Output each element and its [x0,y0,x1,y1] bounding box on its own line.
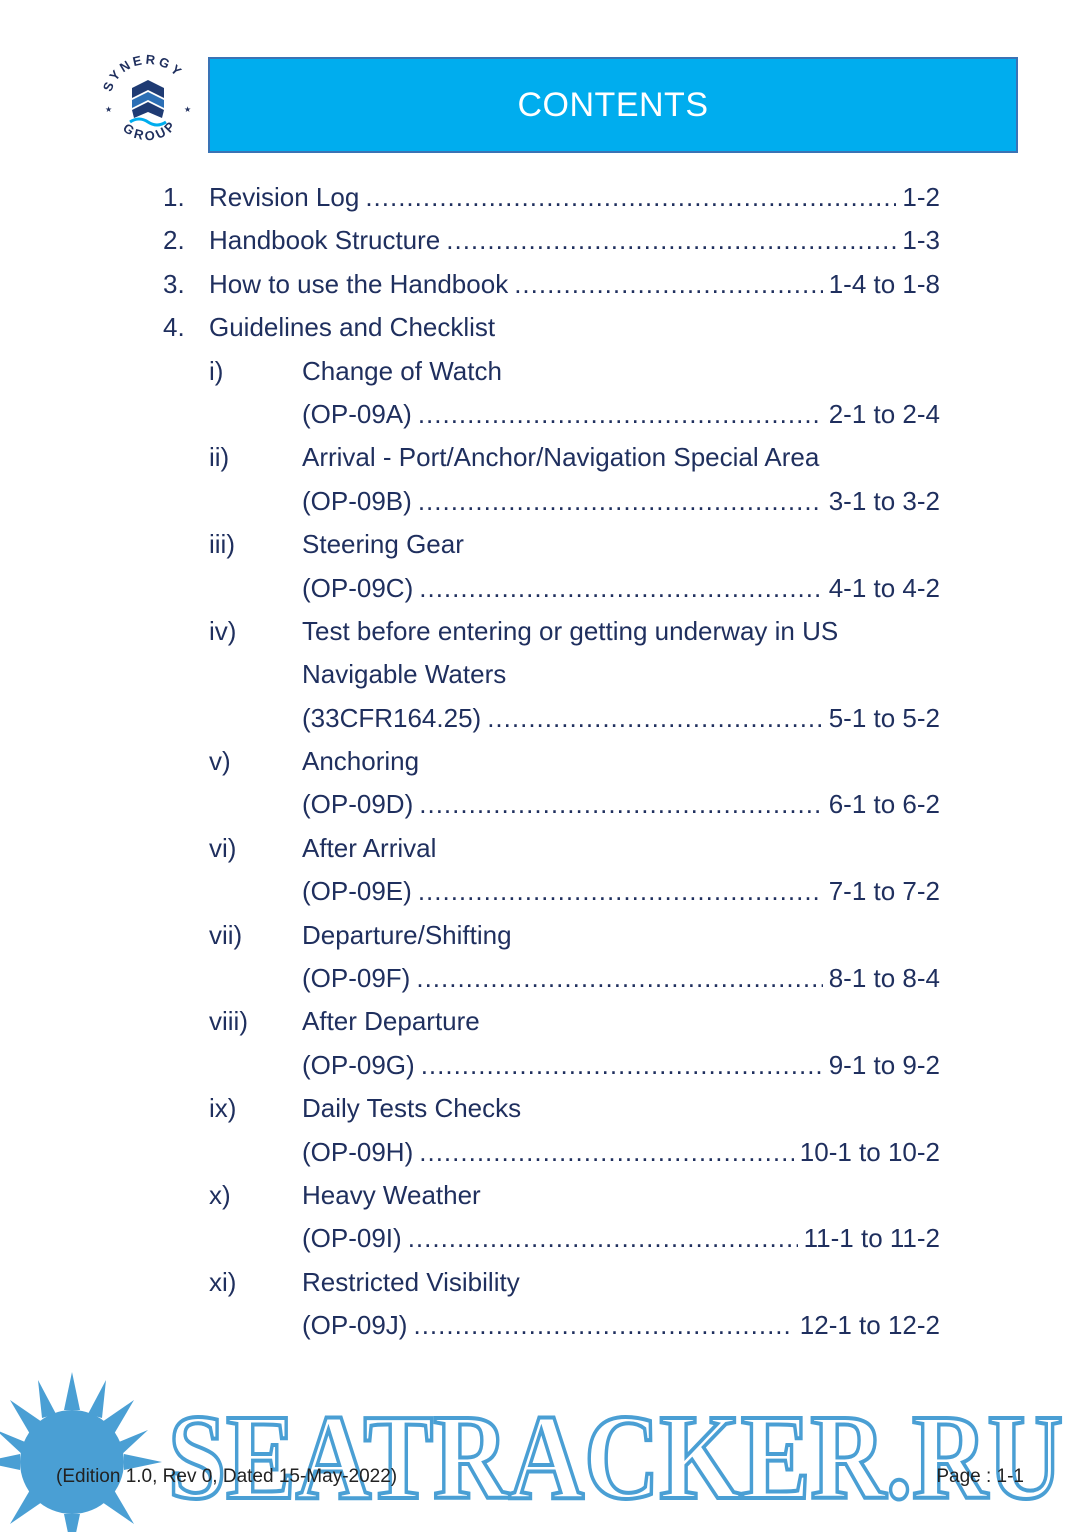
toc-subentry[interactable] [0,610,1080,653]
toc-number: v) [209,746,231,777]
toc-title: Daily Tests Checks [302,1093,522,1124]
synergy-group-logo [96,50,200,160]
toc-page: 7-1 to 7-2 [828,876,940,907]
leader-dots [446,219,896,262]
toc-number: vii) [209,919,243,950]
toc-subentry-ref[interactable] [0,1131,1080,1174]
toc-subentry-ref[interactable] [0,1217,1080,1260]
toc-title: Anchoring [302,746,420,777]
toc-subentry-ref[interactable] [0,783,1080,826]
toc-page: 8-1 to 8-4 [828,963,940,994]
toc-number: 1. [163,182,185,212]
svg-text:SEATRACKER.RU: SEATRACKER.RU [168,1390,1063,1525]
leader-dots [419,1131,794,1174]
toc-page: 4-1 to 4-2 [828,572,940,603]
toc-number: iv) [209,615,237,646]
toc-subentry[interactable] [0,436,1080,479]
toc-ref: (OP-09H) [302,1136,414,1167]
toc-title: Change of Watch [302,355,502,386]
leader-dots [487,697,823,740]
toc-number: xi) [209,1266,237,1297]
toc-page: 5-1 to 5-2 [828,702,940,733]
toc-title: Arrival - Port/Anchor/Navigation Special Area [302,442,820,473]
toc-page: 12-1 to 12-2 [799,1310,940,1341]
toc-title: Heavy Weather [302,1179,481,1210]
toc-page: 6-1 to 6-2 [828,789,940,820]
toc-entry[interactable] [0,306,1080,349]
toc-subentry[interactable] [0,740,1080,783]
toc-title: Handbook Structure [209,225,441,256]
toc-title: Revision Log [209,182,360,212]
toc-subentry[interactable] [0,1261,1080,1304]
toc-entry[interactable] [0,176,1080,219]
leader-dots [514,263,823,306]
toc-ref: (OP-09B) [302,485,412,516]
toc-ref: (OP-09G) [302,1049,415,1080]
toc-number: ii) [209,442,230,473]
toc-subentry-ref[interactable] [0,697,1080,740]
toc-title: After Departure [302,1006,480,1037]
leader-dots [416,957,822,1000]
footer-page-number: Page : 1-1 [936,1466,1024,1487]
toc-title: After Arrival [302,832,437,863]
toc-subentry-ref[interactable] [0,393,1080,436]
toc-number: x) [209,1179,231,1210]
leader-dots [408,1217,798,1260]
toc-page: 1-2 [902,182,940,212]
toc-subentry-ref[interactable] [0,1044,1080,1087]
toc-number: ix) [209,1093,237,1124]
leader-dots [419,567,822,610]
toc-page: 9-1 to 9-2 [828,1049,940,1080]
toc-ref: (OP-09F) [302,963,411,994]
toc-ref: (OP-09A) [302,398,412,429]
sun-icon [0,1372,162,1532]
table-of-contents [0,176,1080,1348]
toc-number: 2. [163,225,185,256]
toc-ref: (OP-09I) [302,1223,402,1254]
svg-text:★: ★ [184,105,192,114]
leader-dots [418,480,823,523]
toc-subentry[interactable] [0,523,1080,566]
contents-banner [208,57,1018,153]
toc-page: 2-1 to 2-4 [828,398,940,429]
toc-page: 11-1 to 11-2 [803,1223,940,1254]
toc-page: 3-1 to 3-2 [828,485,940,516]
toc-title: Steering Gear [302,529,464,560]
toc-subentry-ref[interactable] [0,480,1080,523]
leader-dots [413,1304,793,1347]
toc-title: Restricted Visibility [302,1266,520,1297]
toc-ref: (33CFR164.25) [302,702,482,733]
toc-page: 10-1 to 10-2 [799,1136,940,1167]
toc-number: 4. [163,312,185,343]
toc-subentry-ref[interactable] [0,957,1080,1000]
toc-subentry[interactable] [0,350,1080,393]
toc-number: vi) [209,832,237,863]
toc-title: Departure/Shifting [302,919,512,950]
toc-subentry[interactable] [0,827,1080,870]
toc-subentry-ref[interactable] [0,870,1080,913]
toc-subentry[interactable] [0,1087,1080,1130]
toc-subentry-ref[interactable] [0,567,1080,610]
footer-edition: (Edition 1.0, Rev 0, Dated 15-May-2022) [56,1466,398,1487]
toc-ref: (OP-09J) [302,1310,408,1341]
leader-dots [418,870,823,913]
toc-subentry[interactable] [0,1174,1080,1217]
toc-title: Guidelines and Checklist [209,312,496,343]
page-title: CONTENTS [517,85,709,124]
toc-ref: (OP-09D) [302,789,414,820]
toc-entry[interactable] [0,219,1080,262]
svg-text:★: ★ [105,105,113,114]
svg-text:SYNERGY: SYNERGY [99,51,187,94]
toc-page: 1-3 [902,225,940,256]
toc-page: 1-4 to 1-8 [828,268,940,299]
toc-title: How to use the Handbook [209,268,509,299]
toc-subentry[interactable] [0,1000,1080,1043]
toc-subentry-cont [0,653,1080,696]
toc-number: iii) [209,529,235,560]
svg-text:GROUP: GROUP [120,116,180,144]
seatracker-watermark [0,1370,1080,1532]
toc-entry[interactable] [0,263,1080,306]
toc-subentry[interactable] [0,914,1080,957]
toc-number: i) [209,355,224,386]
leader-dots [418,393,823,436]
toc-ref: (OP-09E) [302,876,412,907]
leader-dots [421,1044,823,1087]
toc-number: viii) [209,1006,248,1037]
toc-title-cont: Navigable Waters [302,659,507,690]
toc-ref: (OP-09C) [302,572,414,603]
toc-subentry-ref[interactable] [0,1304,1080,1347]
leader-dots [419,783,822,826]
toc-title: Test before entering or getting underway in US [302,615,839,646]
toc-number: 3. [163,268,185,299]
leader-dots [365,176,896,219]
